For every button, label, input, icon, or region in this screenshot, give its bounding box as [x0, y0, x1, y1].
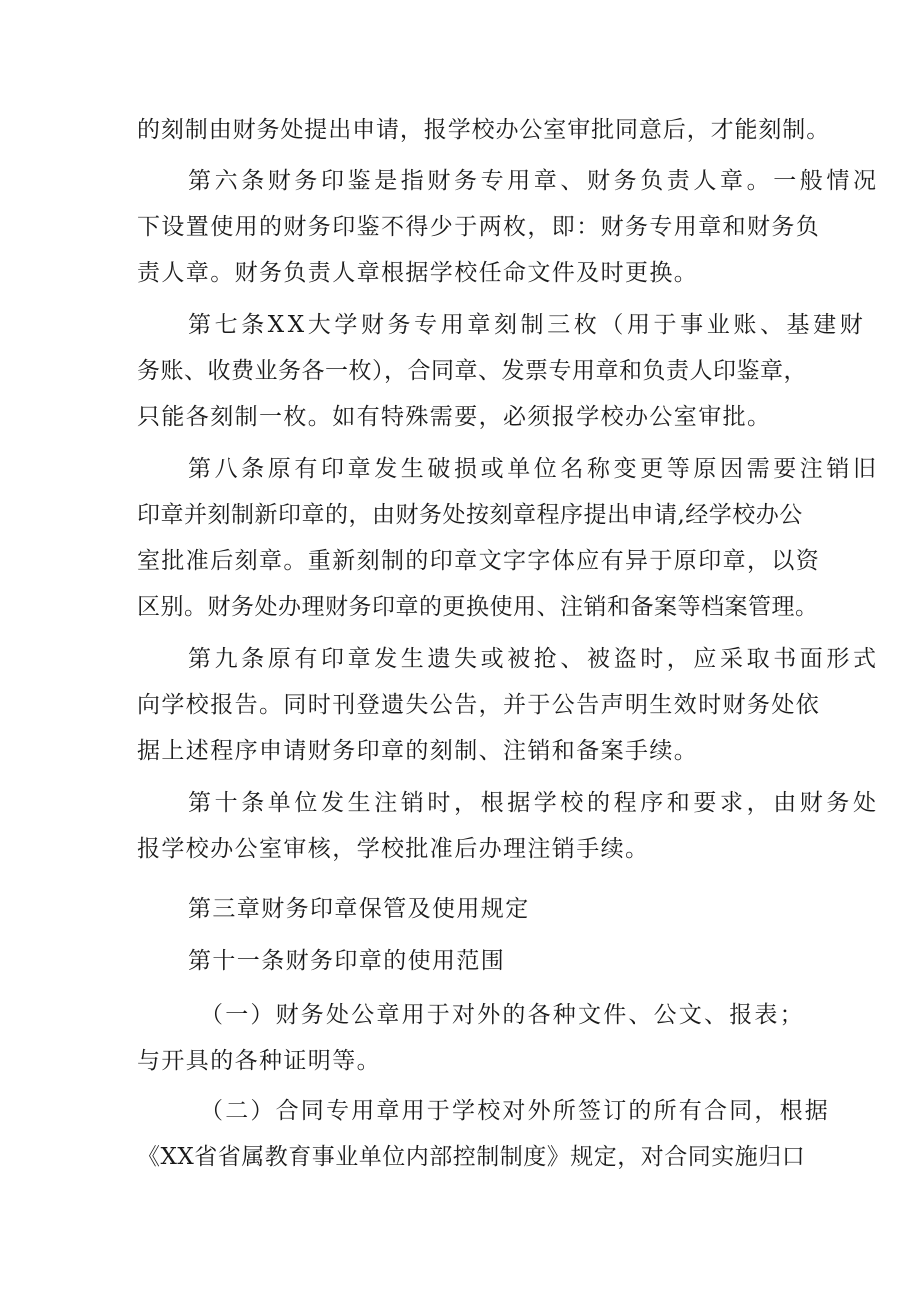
text-line-21: （二）合同专用章用于学校对外所签订的所有合同，根据	[200, 1098, 830, 1124]
text-line-1: 的刻制由财务处提出申请，报学校办公室审批同意后，才能刻制。	[137, 117, 831, 143]
chapter-heading: 第三章财务印章保管及使用规定	[188, 896, 530, 922]
article-heading: 第十一条财务印章的使用范围	[188, 948, 506, 974]
text-line-12: 第九条原有印章发生遗失或被抢、被盗时，应采取书面形式	[188, 646, 880, 672]
text-line-14: 据上述程序申请财务印章的刻制、注销和备案手续。	[137, 738, 699, 764]
text-line-7: 只能各刻制一枚。如有特殊需要，必须报学校办公室审批。	[137, 404, 772, 430]
text-line-4: 责人章。财务负责人章根据学校任命文件及时更换。	[137, 260, 699, 286]
text-line-9: 印章并刻制新印章的，由财务处按刻章程序提出申请,经学校办公	[137, 502, 803, 528]
text-line-11: 区别。财务处办理财务印章的更换使用、注销和备案等档案管理。	[137, 594, 819, 620]
text-line-8: 第八条原有印章发生破损或单位名称变更等原因需要注销旧	[188, 456, 880, 482]
text-line-3: 下设置使用的财务印鉴不得少于两枚，即：财务专用章和财务负	[137, 214, 821, 240]
text-line-15: 第十条单位发生注销时，根据学校的程序和要求，由财务处	[188, 790, 880, 816]
text-line-2: 第六条财务印鉴是指财务专用章、财务负责人章。一般情况	[188, 168, 880, 194]
text-line-22: 《XX省省属教育事业单位内部控制制度》规定，对合同实施归口	[137, 1144, 806, 1170]
text-line-5: 第七条XX大学财务专用章刻制三枚（用于事业账、基建财	[188, 312, 867, 338]
text-line-6: 务账、收费业务各一枚），合同章、发票专用章和负责人印鉴章，	[137, 358, 807, 384]
text-line-19: （一）财务处公章用于对外的各种文件、公文、报表；	[200, 1002, 805, 1028]
text-line-10: 室批准后刻章。重新刻制的印章文字字体应有异于原印章，以资	[137, 548, 821, 574]
text-line-13: 向学校报告。同时刊登遗失公告，并于公告声明生效时财务处依	[137, 692, 821, 718]
text-line-16: 报学校办公室审核，学校批准后办理注销手续。	[137, 836, 650, 862]
text-line-20: 与开具的各种证明等。	[137, 1048, 381, 1074]
